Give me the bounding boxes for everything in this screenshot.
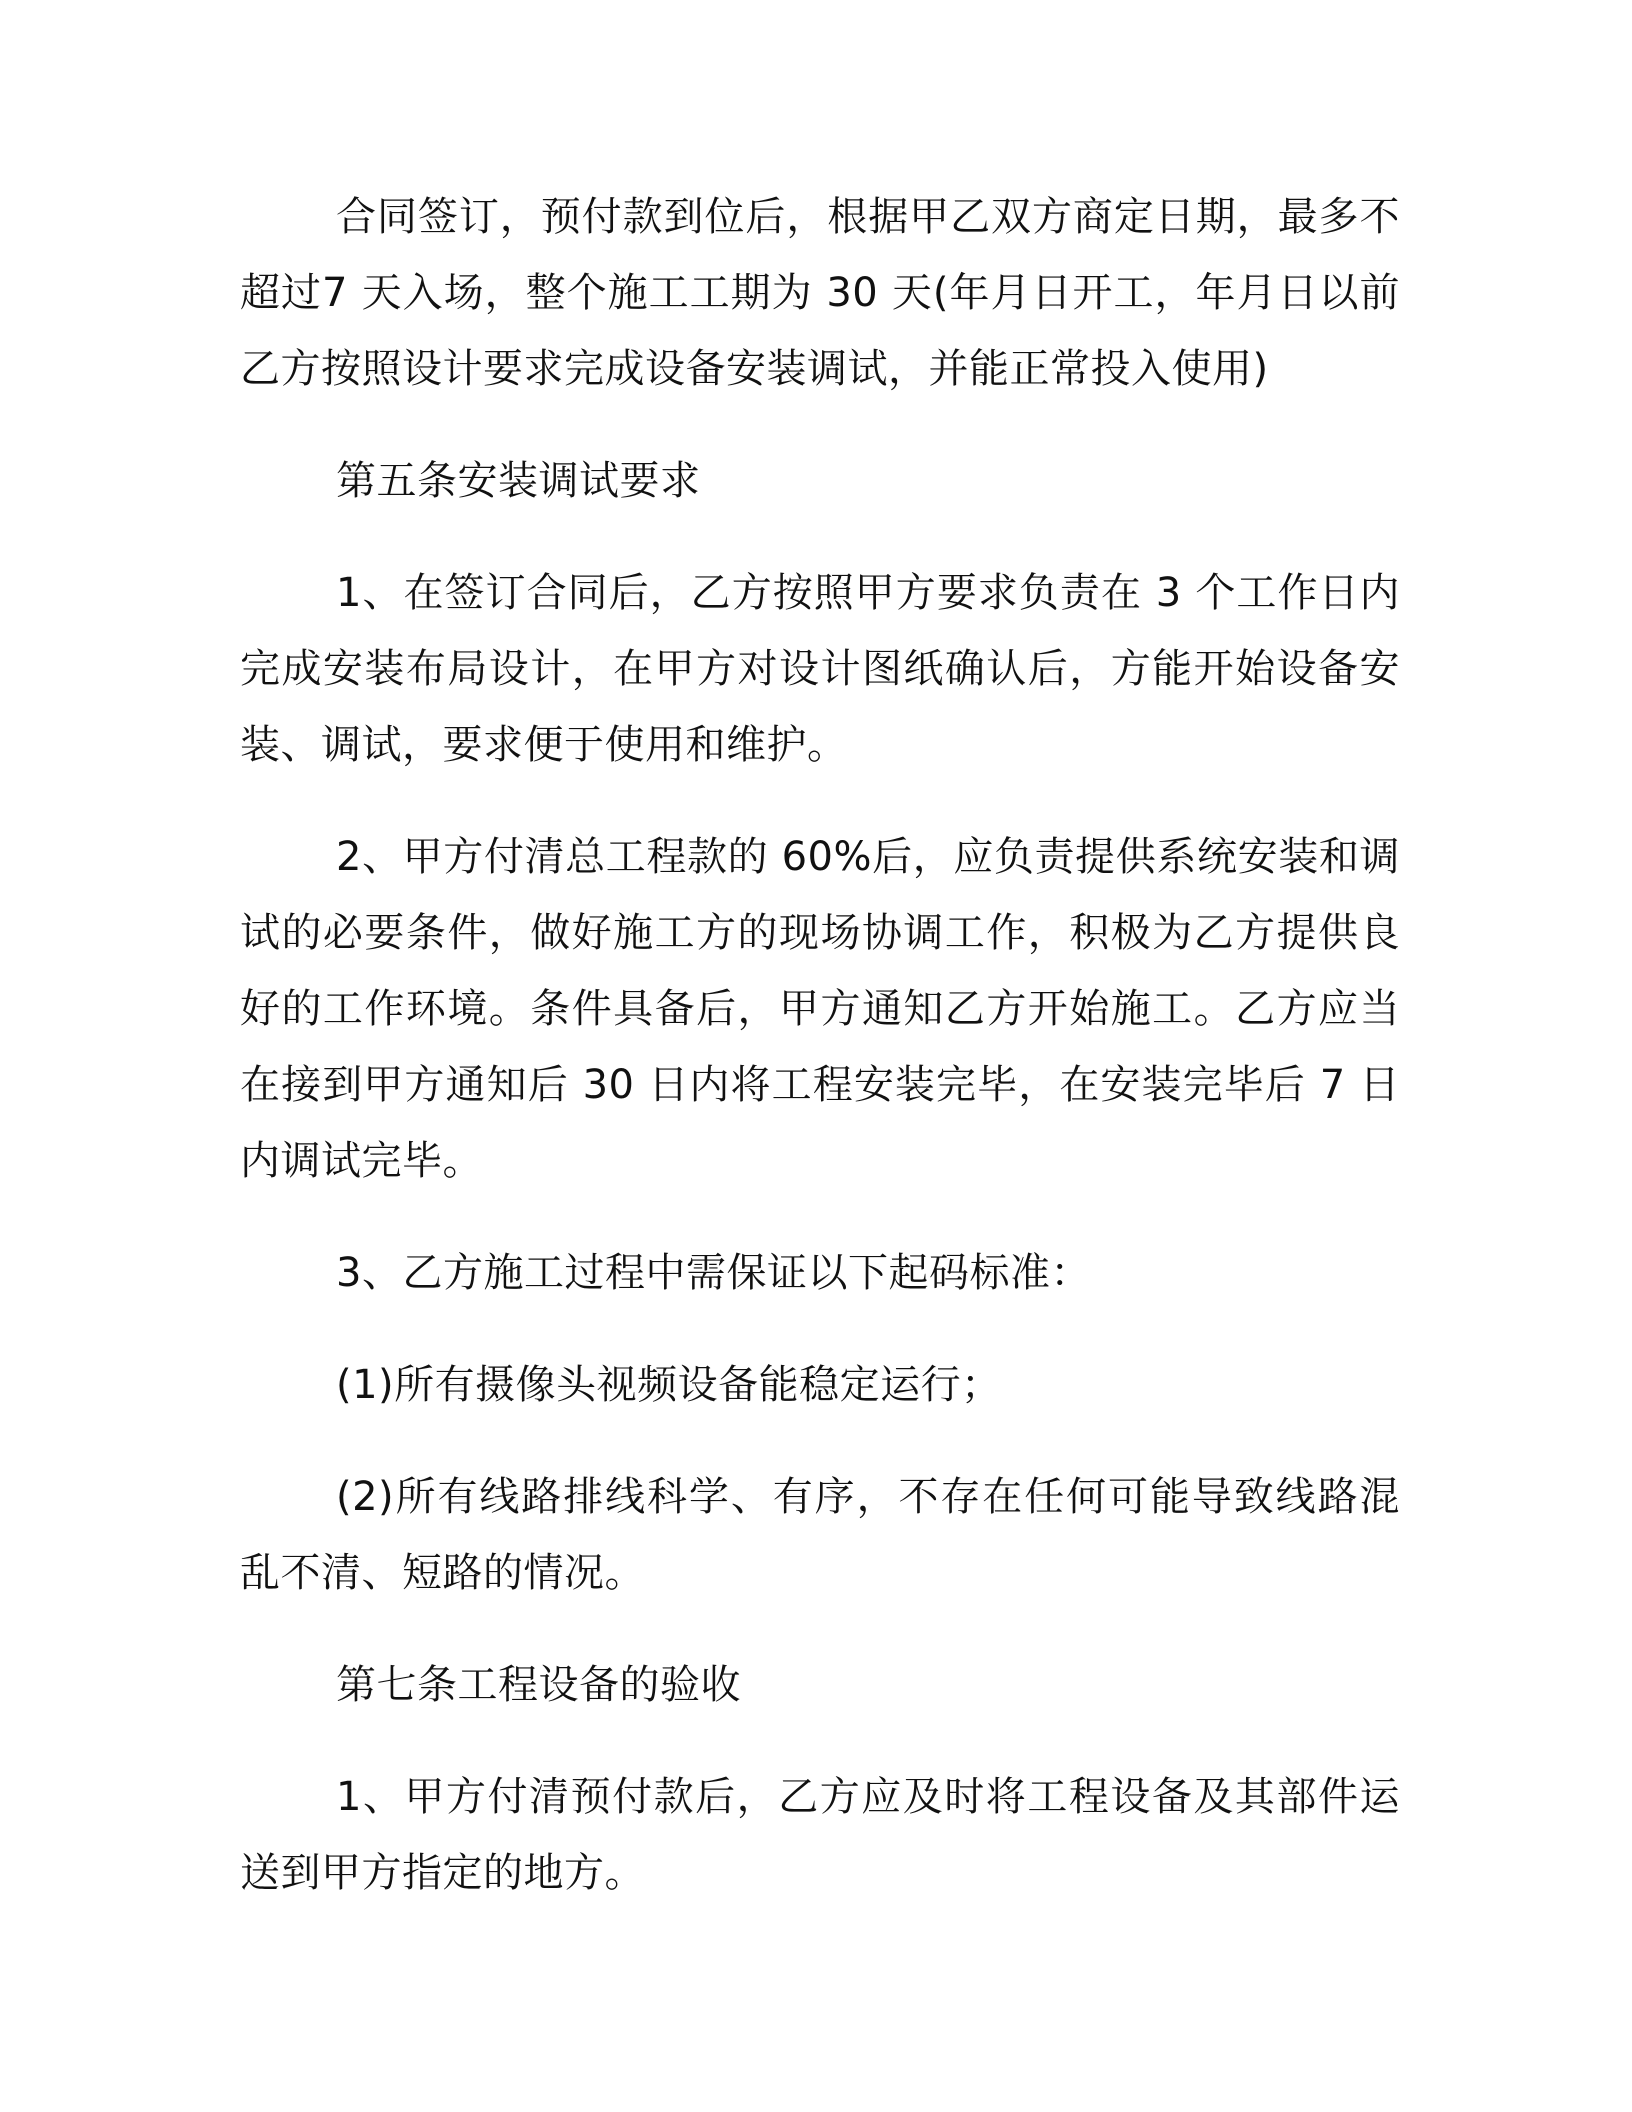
section-heading-installation: 第五条安装调试要求 [336,458,701,504]
paragraph-acceptance-item-1: 1、甲方付清预付款后，乙方应及时将工程设备及其部件运送到甲方指定的地方。 [240,1774,1400,1896]
paragraph-standard-1: (1)所有摄像头视频设备能稳定运行； [336,1362,1002,1408]
paragraph-schedule: 合同签订，预付款到位后，根据甲乙双方商定日期，最多不超过7 天入场，整个施工工期为 30 天(年月日开工，年月日以前乙方按照设计要求完成设备安装调试，并能正常投入使用) [240,194,1400,392]
paragraph-installation-item-3: 3、乙方施工过程中需保证以下起码标准： [336,1250,1091,1296]
section-heading-acceptance: 第七条工程设备的验收 [336,1662,741,1708]
paragraph-standard-2: (2)所有线路排线科学、有序，不存在任何可能导致线路混乱不清、短路的情况。 [240,1474,1400,1596]
paragraph-installation-item-2: 2、甲方付清总工程款的 60%后，应负责提供系统安装和调试的必要条件，做好施工方的现场协调工作，积极为乙方提供良好的工作环境。条件具备后，甲方通知乙方开始施工。乙方应当在接到甲方通知后 30 日内将工程安装完毕，在安装完毕后 7 日内调试完毕。 [240,834,1400,1184]
document-body [240,179,1400,1947]
paragraph-installation-item-1: 1、在签订合同后，乙方按照甲方要求负责在 3 个工作日内完成安装布局设计，在甲方对设计图纸确认后，方能开始设备安装、调试，要求便于使用和维护。 [240,570,1400,768]
